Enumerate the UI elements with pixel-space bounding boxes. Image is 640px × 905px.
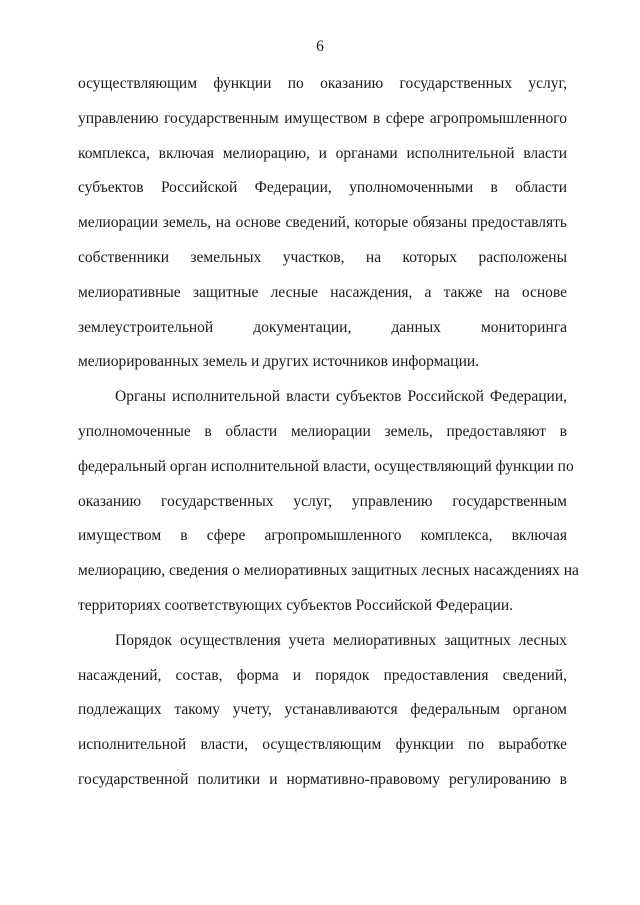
text-line: собственники земельных участков, на которых расположены <box>78 248 567 266</box>
text-line: мелиорацию, сведения о мелиоративных защитных лесных насаждениях на <box>78 562 579 580</box>
text-line: государственной политики и нормативно-правовому регулированию в <box>78 770 567 788</box>
body-text <box>78 74 579 805</box>
text-line: уполномоченные в области мелиорации земель, предоставляют в <box>78 422 567 440</box>
paragraph-3 <box>78 631 567 805</box>
text-line: осуществляющим функции по оказанию государственных услуг, <box>78 75 567 92</box>
text-line: федеральный орган исполнительной власти, осуществляющий функции по <box>78 457 574 475</box>
text-line: субъектов Российской Федерации, уполномоченными в области <box>78 179 567 197</box>
text-line: мелиорации земель, на основе сведений, которые обязаны предоставлять <box>78 214 567 232</box>
text-line: мелиоративные защитные лесные насаждения, а также на основе <box>78 283 567 301</box>
text-line: Порядок осуществления учета мелиоративных защитных лесных <box>115 631 567 649</box>
text-line: комплекса, включая мелиорацию, и органами исполнительной власти <box>78 144 567 162</box>
text-line: территориях соответствующих субъектов Российской Федерации. <box>78 596 514 614</box>
text-line: имуществом в сфере агропромышленного комплекса, включая <box>78 527 567 545</box>
paragraph-2 <box>78 387 579 631</box>
text-line: землеустроительной документации, данных мониторинга <box>78 318 567 336</box>
text-line: исполнительной власти, осуществляющим функции по выработке <box>78 736 567 754</box>
text-line: управлению государственным имуществом в сфере агропромышленного <box>78 109 567 127</box>
text-line: насаждений, состав, форма и порядок предоставления сведений, <box>78 666 567 684</box>
text-line: Органы исполнительной власти субъектов Российской Федерации, <box>115 388 567 406</box>
text-line: подлежащих такому учету, устанавливаются федеральным органом <box>78 701 567 719</box>
page-number: 6 <box>316 38 324 55</box>
text-line: мелиорированных земель и других источников информации. <box>78 353 480 371</box>
text-line: оказанию государственных услуг, управлению государственным <box>78 492 567 510</box>
paragraph-1 <box>78 74 567 387</box>
